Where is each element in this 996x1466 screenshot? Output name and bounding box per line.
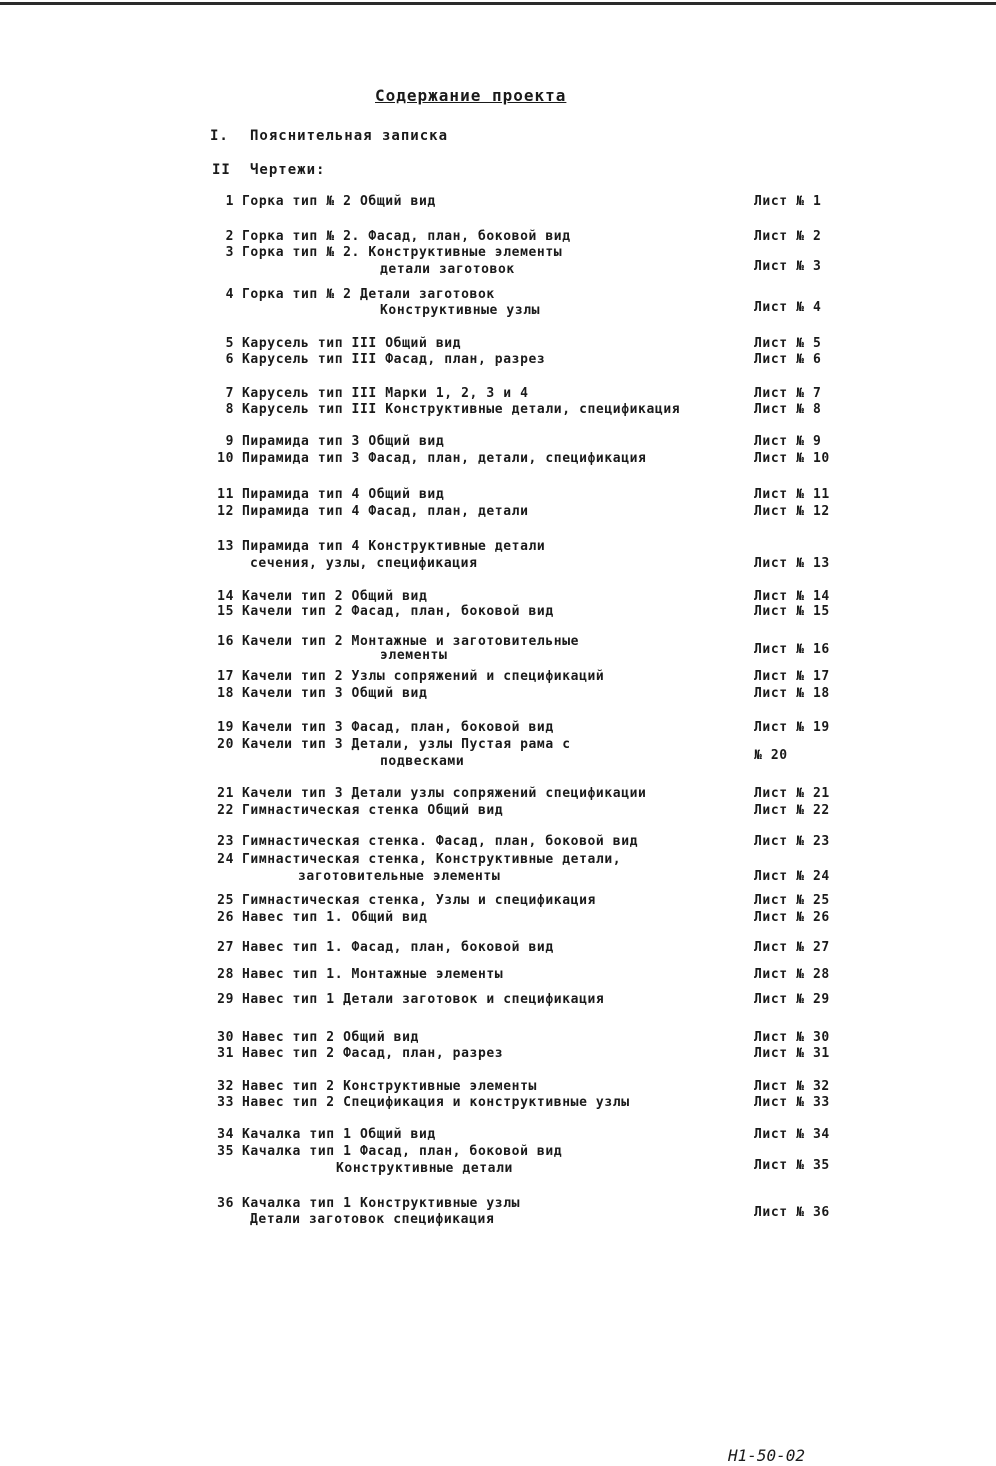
list-item [0,1095,996,1113]
item-sheet-number: Лист № 4 [754,300,822,315]
item-number: 27 [217,940,234,955]
item-title: Навес тип 1. Фасад, план, боковой вид [242,940,554,955]
item-title: Качели тип 2 Общий вид [242,589,428,604]
item-number: 22 [217,803,234,818]
item-subtitle: элементы [380,648,448,663]
item-title: Качели тип 2 Узлы сопряжений и спецификаций [242,669,605,684]
item-sheet-number: Лист № 22 [754,803,830,818]
item-title: Карусель тип III Общий вид [242,336,462,351]
item-subtitle: Конструктивные узлы [380,303,541,318]
item-title: Гимнастическая стенка, Конструктивные детали, [242,852,622,867]
item-title: Горка тип № 2 Общий вид [242,194,436,209]
item-title: Пирамида тип 4 Общий вид [242,487,445,502]
item-title: Карусель тип III Марки 1, 2, 3 и 4 [242,386,529,401]
item-subtitle: подвесками [380,754,465,769]
list-item [0,1127,996,1145]
list-item [0,992,996,1010]
section-number-2: II [212,162,231,178]
item-number: 25 [217,893,234,908]
item-subtitle: заготовительные элементы [298,869,501,884]
list-item [0,720,996,738]
item-title: Навес тип 1. Общий вид [242,910,428,925]
page-title: Содержание проекта [375,86,567,105]
item-title: Качалка тип 1 Общий вид [242,1127,436,1142]
item-number: 15 [217,604,234,619]
item-sheet-number: Лист № 15 [754,604,830,619]
list-item [0,910,996,928]
item-sheet-number: Лист № 13 [754,556,830,571]
list-item [0,604,996,622]
section-label-1: Пояснительная записка [250,128,449,144]
item-sheet-number: Лист № 8 [754,402,822,417]
list-item [0,245,996,277]
item-number: 36 [217,1196,234,1211]
item-number: 3 [225,245,234,260]
section-label-2: Чертежи: [250,162,326,178]
item-number: 35 [217,1144,234,1159]
item-sheet-number: Лист № 29 [754,992,830,1007]
item-title: Горка тип № 2 Детали заготовок [242,287,495,302]
item-number: 33 [217,1095,234,1110]
list-item [0,686,996,704]
item-number: 14 [217,589,234,604]
item-sheet-number: Лист № 27 [754,940,830,955]
item-number: 19 [217,720,234,735]
item-title: Карусель тип III Фасад, план, разрез [242,352,546,367]
list-item [0,786,996,804]
list-item [0,634,996,663]
item-sheet-number: Лист № 18 [754,686,830,701]
item-sheet-number: Лист № 19 [754,720,830,735]
item-title: Карусель тип III Конструктивные детали, спецификация [242,402,681,417]
item-number: 24 [217,852,234,867]
item-number: 21 [217,786,234,801]
list-item [0,451,996,469]
item-sheet-number: № 20 [754,748,788,763]
item-subtitle: Детали заготовок спецификация [250,1212,495,1227]
item-number: 20 [217,737,234,752]
item-title: Пирамида тип 3 Общий вид [242,434,445,449]
list-item [0,669,996,687]
item-number: 30 [217,1030,234,1045]
item-sheet-number: Лист № 9 [754,434,822,449]
item-title: Навес тип 2 Конструктивные элементы [242,1079,537,1094]
item-sheet-number: Лист № 14 [754,589,830,604]
list-item [0,893,996,911]
item-sheet-number: Лист № 7 [754,386,822,401]
list-item [0,402,996,420]
item-sheet-number: Лист № 34 [754,1127,830,1142]
item-number: 6 [225,352,234,367]
item-title: Навес тип 2 Спецификация и конструктивные узлы [242,1095,630,1110]
item-sheet-number: Лист № 35 [754,1158,830,1173]
list-item [0,834,996,852]
list-item [0,803,996,821]
item-number: 1 [225,194,234,209]
item-sheet-number: Лист № 16 [754,642,830,657]
item-sheet-number: Лист № 33 [754,1095,830,1110]
list-item [0,737,996,769]
list-item [0,194,996,212]
section-number-1: I. [210,128,229,144]
list-item [0,539,996,571]
item-title: Навес тип 1 Детали заготовок и спецификация [242,992,605,1007]
item-number: 11 [217,487,234,502]
item-title: Качалка тип 1 Конструктивные узлы [242,1196,521,1211]
item-title: Гимнастическая стенка, Узлы и спецификация [242,893,596,908]
item-number: 34 [217,1127,234,1142]
item-number: 31 [217,1046,234,1061]
item-title: Качели тип 3 Общий вид [242,686,428,701]
item-title: Качели тип 2 Монтажные и заготовительные [242,634,580,649]
item-title: Гимнастическая стенка. Фасад, план, боковой вид [242,834,639,849]
item-number: 16 [217,634,234,649]
item-title: Качели тип 2 Фасад, план, боковой вид [242,604,554,619]
item-title: Навес тип 1. Монтажные элементы [242,967,504,982]
list-item [0,352,996,370]
item-sheet-number: Лист № 25 [754,893,830,908]
item-title: Пирамида тип 3 Фасад, план, детали, спецификация [242,451,647,466]
document-code: Н1-50-02 [728,1446,806,1465]
item-sheet-number: Лист № 12 [754,504,830,519]
item-sheet-number: Лист № 11 [754,487,830,502]
item-title: Качалка тип 1 Фасад, план, боковой вид [242,1144,563,1159]
item-sheet-number: Лист № 2 [754,229,822,244]
item-number: 4 [225,287,234,302]
item-sheet-number: Лист № 23 [754,834,830,849]
item-sheet-number: Лист № 21 [754,786,830,801]
item-title: Пирамида тип 4 Конструктивные детали [242,539,546,554]
item-title: Горка тип № 2. Конструктивные элементы [242,245,563,260]
item-sheet-number: Лист № 32 [754,1079,830,1094]
item-title: Навес тип 2 Общий вид [242,1030,419,1045]
list-item [0,852,996,884]
list-item [0,504,996,522]
item-sheet-number: Лист № 10 [754,451,830,466]
item-sheet-number: Лист № 6 [754,352,822,367]
item-number: 26 [217,910,234,925]
item-number: 9 [225,434,234,449]
item-sheet-number: Лист № 26 [754,910,830,925]
top-border-line [0,2,996,5]
item-number: 13 [217,539,234,554]
list-item [0,1144,996,1176]
item-number: 28 [217,967,234,982]
list-item [0,967,996,985]
item-number: 12 [217,504,234,519]
item-number: 32 [217,1079,234,1094]
item-number: 23 [217,834,234,849]
item-sheet-number: Лист № 1 [754,194,822,209]
item-title: Навес тип 2 Фасад, план, разрез [242,1046,504,1061]
item-sheet-number: Лист № 24 [754,869,830,884]
item-title: Гимнастическая стенка Общий вид [242,803,504,818]
item-title: Пирамида тип 4 Фасад, план, детали [242,504,529,519]
item-sheet-number: Лист № 5 [754,336,822,351]
item-title: Качели тип 3 Фасад, план, боковой вид [242,720,554,735]
list-item [0,1196,996,1227]
item-number: 2 [225,229,234,244]
item-number: 10 [217,451,234,466]
item-title: Качели тип 3 Детали, узлы Пустая рама с [242,737,571,752]
item-number: 29 [217,992,234,1007]
item-subtitle: сечения, узлы, спецификация [250,556,478,571]
list-item [0,940,996,958]
item-number: 18 [217,686,234,701]
item-subtitle: детали заготовок [380,262,515,277]
item-title: Горка тип № 2. Фасад, план, боковой вид [242,229,571,244]
item-title: Качели тип 3 Детали узлы сопряжений спецификации [242,786,647,801]
list-item [0,487,996,505]
list-item [0,287,996,318]
item-sheet-number: Лист № 30 [754,1030,830,1045]
item-number: 8 [225,402,234,417]
item-sheet-number: Лист № 17 [754,669,830,684]
list-item [0,1046,996,1064]
item-sheet-number: Лист № 28 [754,967,830,982]
item-subtitle: Конструктивные детали [336,1161,513,1176]
item-sheet-number: Лист № 36 [754,1205,830,1220]
item-sheet-number: Лист № 3 [754,259,822,274]
list-item [0,434,996,452]
item-number: 17 [217,669,234,684]
item-sheet-number: Лист № 31 [754,1046,830,1061]
item-number: 7 [225,386,234,401]
item-number: 5 [225,336,234,351]
